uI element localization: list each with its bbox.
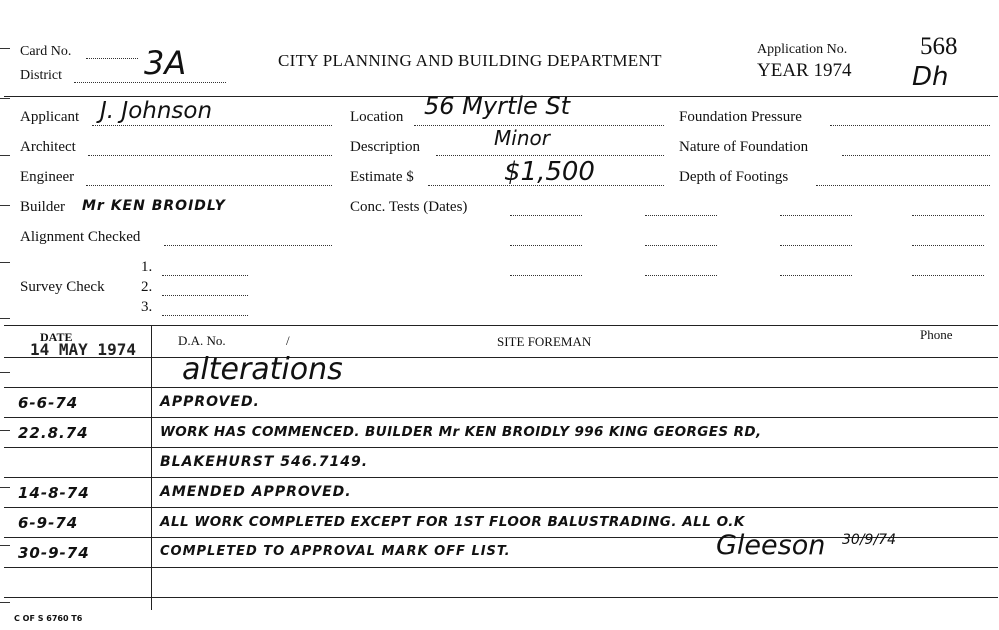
entry-date: 22.8.74 (18, 424, 89, 442)
survey-2-label: 2. (141, 279, 153, 295)
location-value: 56 Myrtle St (424, 92, 571, 120)
architect-label: Architect (20, 139, 76, 155)
applicant-label: Applicant (20, 109, 80, 125)
builder-label: Builder (20, 199, 65, 215)
description-value: Minor (494, 126, 550, 150)
survey-3-label: 3. (141, 299, 153, 315)
estimate-label: Estimate $ (350, 169, 414, 185)
foundation-pressure-label: Foundation Pressure (679, 109, 802, 125)
entry-date: 6-6-74 (18, 394, 79, 412)
department-title: CITY PLANNING AND BUILDING DEPARTMENT (278, 51, 662, 70)
fields-divider (4, 325, 998, 326)
date-stamp: 14 MAY 1974 (30, 340, 136, 359)
entry-date: 30-9-74 (18, 544, 90, 562)
inspector-signature: Gleeson (716, 530, 826, 561)
year-label: YEAR 1974 (757, 60, 852, 81)
card-no-value: 3A (144, 44, 187, 82)
application-no-value: 568 (920, 33, 958, 60)
entry-text: APPROVED. (160, 394, 260, 410)
builder-value: Mr KEN BROIDLY (82, 198, 226, 214)
district-label: District (20, 68, 62, 83)
entry-text: AMENDED APPROVED. (160, 484, 352, 500)
date-label: DATE (40, 330, 73, 344)
location-label: Location (350, 109, 404, 125)
engineer-label: Engineer (20, 169, 75, 185)
entry-date: 6-9-74 (18, 514, 79, 532)
signature-date: 30/9/74 (842, 532, 896, 548)
survey-1-label: 1. (141, 259, 153, 275)
alterations-note: alterations (182, 352, 343, 387)
entry-text: WORK HAS COMMENCED. BUILDER Mr KEN BROIDLY 996 KING GEORGES RD, (160, 424, 762, 440)
entry-text: BLAKEHURST 546.7149. (160, 454, 369, 470)
site-foreman-label: SITE FOREMAN (497, 334, 592, 349)
form-code: C OF S 6760 T6 (14, 614, 83, 623)
entry-text: ALL WORK COMPLETED EXCEPT FOR 1ST FLOOR BALUSTRADING. ALL O.K (160, 514, 745, 530)
da-no-value: / (286, 333, 290, 348)
application-initials: Dh (912, 62, 949, 92)
nature-foundation-label: Nature of Foundation (679, 139, 809, 155)
estimate-value: $1,500 (504, 157, 595, 187)
survey-label: Survey Check (20, 279, 105, 295)
depth-footings-label: Depth of Footings (679, 169, 789, 185)
application-no-label: Application No. (757, 42, 848, 57)
conc-tests-label: Conc. Tests (Dates) (350, 199, 468, 215)
phone-label: Phone (920, 327, 953, 342)
card-no-label: Card No. (20, 44, 72, 59)
entry-text: COMPLETED TO APPROVAL MARK OFF LIST. (160, 544, 511, 559)
description-label: Description (350, 139, 420, 155)
applicant-value: J. Johnson (100, 98, 213, 124)
da-no-label: D.A. No. (178, 333, 226, 348)
entry-date: 14-8-74 (18, 484, 90, 502)
alignment-label: Alignment Checked (20, 229, 141, 245)
